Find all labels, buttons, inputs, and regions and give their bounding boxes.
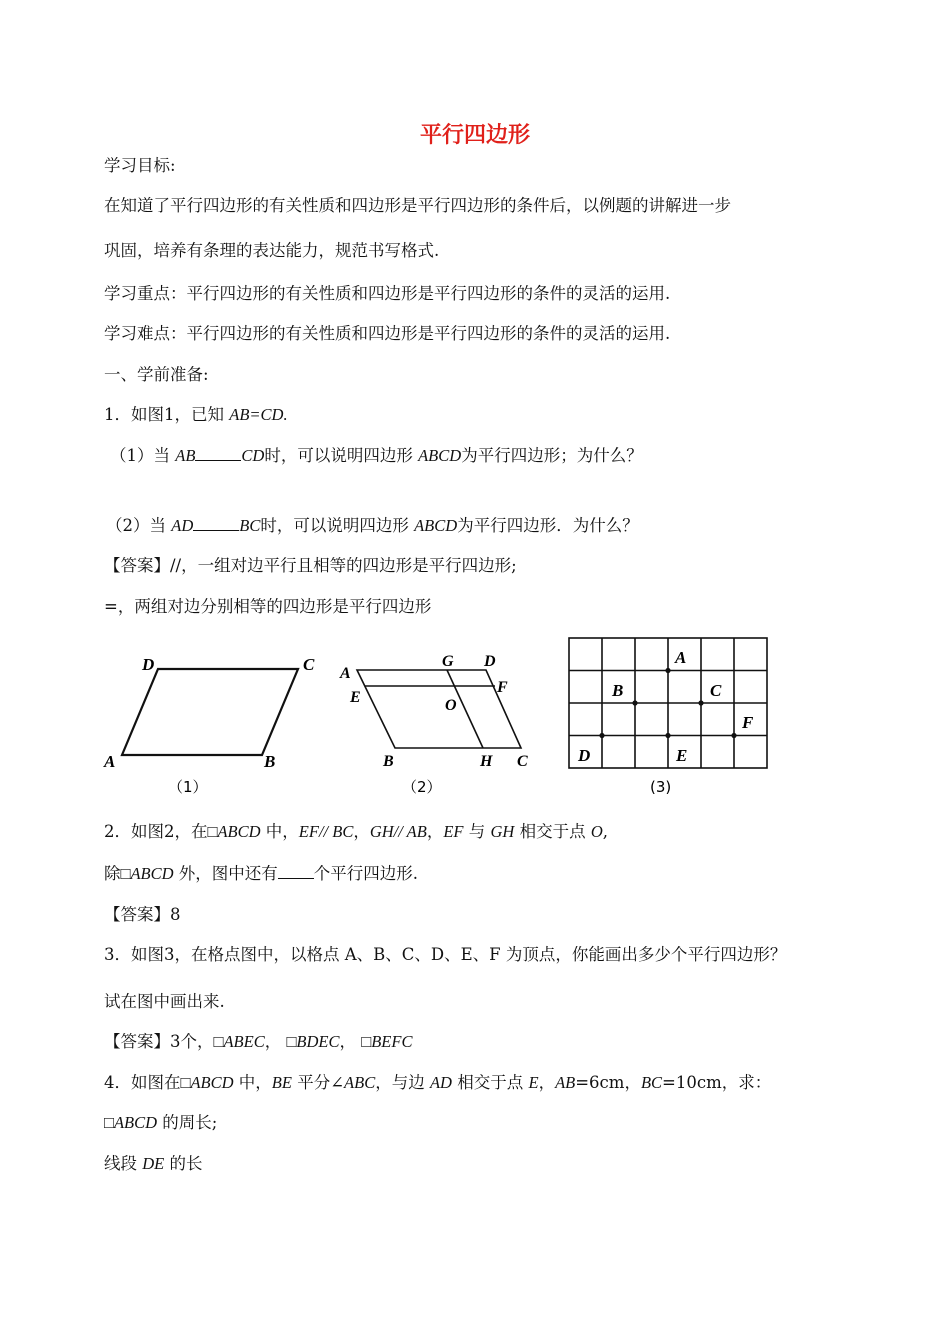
fig3-caption: (3) bbox=[650, 778, 672, 796]
fig3-label-a: A bbox=[675, 648, 687, 667]
question-1-intro bbox=[104, 401, 288, 425]
question-1-part-1 bbox=[110, 442, 643, 466]
q4-e: E bbox=[528, 1073, 539, 1092]
q2-blank[interactable] bbox=[278, 864, 314, 879]
q1-p2-quad: ABCD bbox=[414, 516, 458, 535]
q3-answer bbox=[104, 1028, 412, 1052]
q1-p2-mid: 时，可以说明四边形 bbox=[260, 516, 415, 535]
fig2-label-h: H bbox=[480, 753, 493, 770]
q3-answer-item: □ABEC bbox=[213, 1032, 265, 1051]
q4-bc-val: =10cm，求： bbox=[662, 1073, 772, 1092]
fig3-label-e: E bbox=[676, 746, 688, 765]
fig3-point-b bbox=[632, 700, 637, 705]
q1-intro-math: AB=CD. bbox=[229, 405, 288, 424]
q2-o: O bbox=[590, 822, 603, 841]
fig2-label-c: C bbox=[517, 753, 528, 770]
q2-post: 相交于点 bbox=[514, 822, 591, 841]
q1-p2-blank[interactable] bbox=[193, 516, 239, 531]
q2-l2-pre: 除 bbox=[104, 864, 121, 883]
q2-mid1: 中， bbox=[260, 822, 299, 841]
q4-mid2: 平分∠ bbox=[291, 1073, 345, 1092]
question-2-line-2 bbox=[104, 860, 418, 884]
objectives-line-2: 巩固，培养有条理的表达能力，规范书写格式. bbox=[104, 241, 440, 260]
question-1-part-2 bbox=[106, 512, 639, 536]
fig2-label-g: G bbox=[442, 653, 454, 670]
fig2-label-o: O bbox=[445, 697, 457, 714]
figure-2-labels bbox=[339, 653, 528, 796]
q1-intro-text: 1．如图1，已知 bbox=[104, 405, 230, 424]
q1-p1-a: AB bbox=[175, 446, 196, 465]
fig3-label-b: B bbox=[612, 681, 624, 700]
q4-mid3: ，与边 bbox=[375, 1073, 430, 1092]
fig3-label-c: C bbox=[710, 681, 722, 700]
q4-ab: AB bbox=[555, 1073, 576, 1092]
q3-sep: ， bbox=[264, 1032, 287, 1051]
q3-answer-pre: 【答案】3个， bbox=[104, 1032, 214, 1051]
objectives-line-1: 在知道了平行四边形的有关性质和四边形是平行四边形的条件后，以例题的讲解进一步 bbox=[104, 196, 731, 215]
q1-p1-b: CD bbox=[241, 446, 265, 465]
difficulty: 学习难点：平行四边形的有关性质和四边形是平行四边形的条件的灵活的运用. bbox=[104, 324, 671, 343]
page-title: 平行四边形 bbox=[419, 123, 530, 148]
q2-answer: 【答案】8 bbox=[104, 905, 181, 924]
figures-panel bbox=[0, 630, 950, 805]
q3-answer-item: □BEFC bbox=[361, 1032, 413, 1051]
q2-ef: EF// BC bbox=[298, 822, 354, 841]
fig2-label-b: B bbox=[383, 753, 394, 770]
q2-mid2: ， bbox=[426, 822, 444, 841]
q4-l2-quad: □ABCD bbox=[104, 1113, 158, 1132]
fig1-label-a: A bbox=[104, 752, 116, 771]
fig1-label-c: C bbox=[303, 655, 315, 674]
q4-mid: 中， bbox=[233, 1073, 272, 1092]
figure-1 bbox=[103, 655, 315, 796]
q4-quad: □ABCD bbox=[180, 1073, 234, 1092]
q1-p2-a: AD bbox=[171, 516, 194, 535]
section-heading: 一、学前准备: bbox=[104, 365, 209, 384]
q1-p1-quad: ABCD bbox=[418, 446, 462, 465]
q1-p2-b: BC bbox=[239, 516, 261, 535]
q3-answer-item: □BDEC bbox=[286, 1032, 340, 1051]
q4-l3-post: 的长 bbox=[164, 1154, 203, 1173]
question-4-line-3 bbox=[104, 1150, 203, 1174]
q4-pre: 4．如图在 bbox=[104, 1073, 181, 1092]
q2-end: , bbox=[602, 822, 609, 841]
objectives-label: 学习目标: bbox=[104, 156, 176, 175]
q2-gh2: GH bbox=[490, 822, 515, 841]
q1-p2-post: 为平行四边形．为什么？ bbox=[457, 516, 639, 535]
figure-3-grid bbox=[569, 638, 767, 768]
q4-bc: BC bbox=[640, 1073, 663, 1092]
fig1-parallelogram bbox=[122, 669, 298, 755]
q2-mid3: 与 bbox=[463, 822, 491, 841]
fig2-label-d: D bbox=[484, 653, 496, 670]
q4-mid4: 相交于点 bbox=[451, 1073, 529, 1092]
question-4-line-1 bbox=[104, 1069, 771, 1093]
fig2-label-e: E bbox=[350, 689, 361, 706]
q1-p1-pre: （1）当 bbox=[110, 446, 176, 465]
fig3-point-e bbox=[665, 733, 670, 738]
q1-p2-pre: （2）当 bbox=[106, 516, 172, 535]
q4-abc: ABC bbox=[344, 1073, 376, 1092]
question-3-line-1: 3．如图3，在格点图中，以格点 A、B、C、D、E、F 为顶点，你能画出多少个平行四边形？ bbox=[104, 945, 787, 964]
fig1-label-b: B bbox=[264, 752, 276, 771]
question-2-line-1 bbox=[104, 818, 608, 842]
q2-quad: □ABCD bbox=[207, 822, 261, 841]
fig2-label-f: F bbox=[497, 679, 508, 696]
q2-comma: ， bbox=[353, 822, 370, 841]
q4-mid5: ， bbox=[538, 1073, 556, 1092]
fig3-point-c bbox=[698, 700, 703, 705]
q4-l3-de: DE bbox=[142, 1154, 165, 1173]
q4-l3-pre: 线段 bbox=[104, 1154, 143, 1173]
fig3-label-d: D bbox=[578, 746, 591, 765]
q1-p1-blank[interactable] bbox=[195, 446, 241, 461]
q1-answer-2: =，两组对边分别相等的四边形是平行四边形 bbox=[104, 597, 432, 616]
q2-l2-post: 外，图中还有 bbox=[173, 864, 278, 883]
question-4-line-2 bbox=[104, 1109, 217, 1133]
fig3-point-a bbox=[665, 668, 670, 673]
q1-p1-post: 为平行四边形；为什么？ bbox=[461, 446, 643, 465]
q2-l2-end: 个平行四边形. bbox=[313, 864, 419, 883]
fig2-caption: （2） bbox=[402, 778, 442, 796]
q3-sep: ， bbox=[339, 1032, 362, 1051]
q1-answer-1: 【答案】//，一组对边平行且相等的四边形是平行四边形; bbox=[104, 556, 517, 575]
fig1-caption: （1） bbox=[168, 778, 208, 796]
q2-ef2: EF bbox=[443, 822, 464, 841]
fig3-point-f bbox=[731, 733, 736, 738]
fig1-label-d: D bbox=[142, 655, 155, 674]
q1-p1-mid: 时，可以说明四边形 bbox=[264, 446, 419, 465]
fig3-point-d bbox=[599, 733, 604, 738]
q2-l2-quad: □ABCD bbox=[120, 864, 174, 883]
q4-be: BE bbox=[271, 1073, 292, 1092]
fig2-label-a: A bbox=[340, 665, 351, 682]
q4-l2-post: 的周长; bbox=[157, 1113, 218, 1132]
q2-gh: GH// AB bbox=[369, 822, 427, 841]
q4-ab-val: =6cm， bbox=[575, 1073, 641, 1092]
q4-ad: AD bbox=[429, 1073, 452, 1092]
question-3-line-2: 试在图中画出来. bbox=[104, 992, 225, 1011]
key-point: 学习重点：平行四边形的有关性质和四边形是平行四边形的条件的灵活的运用. bbox=[104, 284, 671, 303]
q2-pre: 2．如图2，在 bbox=[104, 822, 208, 841]
fig3-label-f: F bbox=[742, 713, 754, 732]
